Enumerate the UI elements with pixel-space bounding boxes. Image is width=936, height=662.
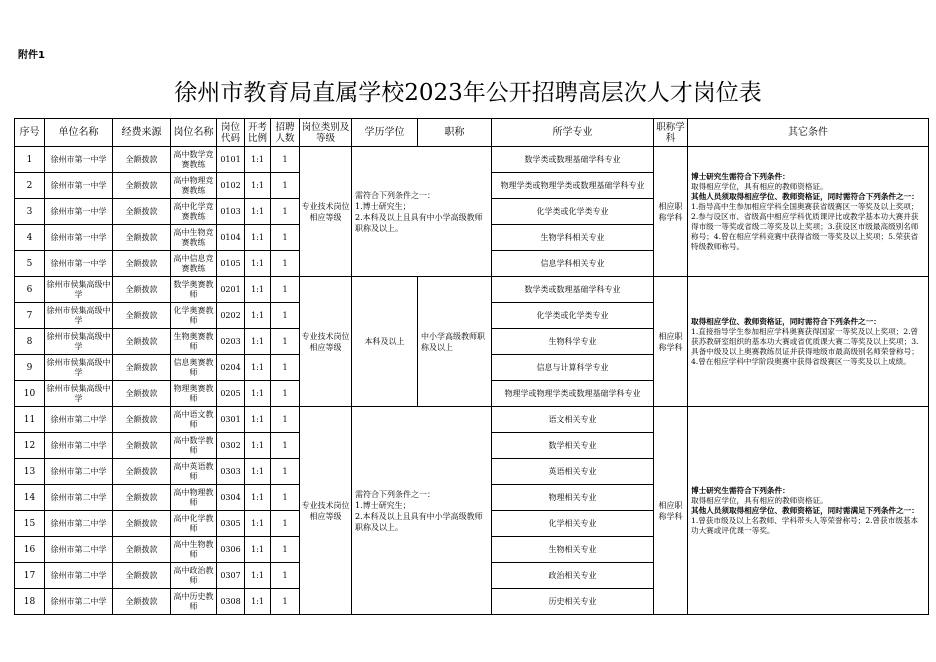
row-code: 0101 xyxy=(217,147,245,173)
row-unit: 徐州市第二中学 xyxy=(45,537,113,563)
row-code: 0301 xyxy=(217,407,245,433)
row-code: 0103 xyxy=(217,199,245,225)
row-major: 生物相关专业 xyxy=(492,537,654,563)
row-fund: 全额拨款 xyxy=(113,225,171,251)
row-unit: 徐州市侯集高级中学 xyxy=(45,355,113,381)
row-unit: 徐州市侯集高级中学 xyxy=(45,381,113,407)
row-fund: 全额拨款 xyxy=(113,485,171,511)
row-unit: 徐州市侯集高级中学 xyxy=(45,277,113,303)
row-post: 高中数学竞赛教练 xyxy=(171,147,217,173)
row-num: 1 xyxy=(271,433,300,459)
row-num: 1 xyxy=(271,459,300,485)
row-major: 数学相关专业 xyxy=(492,433,654,459)
row-post: 高中物理教师 xyxy=(171,485,217,511)
column-header: 招聘人数 xyxy=(271,119,300,147)
row-code: 0202 xyxy=(217,303,245,329)
row-fund: 全额拨款 xyxy=(113,433,171,459)
row-code: 0302 xyxy=(217,433,245,459)
row-seq: 7 xyxy=(15,303,45,329)
row-num: 1 xyxy=(271,381,300,407)
row-ratio: 1:1 xyxy=(245,329,271,355)
row-num: 1 xyxy=(271,225,300,251)
group-other-conditions: 博士研究生需符合下列条件： 取得相应学位，具有相应的教师资格证。 其他人员须取得相应学位、教师资格证，同时需满足下列条件之一： 1.曾获市级及以上名教师、学科带头人等荣誉称号；2.曾获市级基本功大赛或评优课一等奖。 xyxy=(688,407,929,615)
row-post: 高中生物竞赛教练 xyxy=(171,225,217,251)
row-unit: 徐州市第二中学 xyxy=(45,485,113,511)
row-seq: 16 xyxy=(15,537,45,563)
row-seq: 9 xyxy=(15,355,45,381)
row-ratio: 1:1 xyxy=(245,251,271,277)
row-major: 语文相关专业 xyxy=(492,407,654,433)
row-ratio: 1:1 xyxy=(245,355,271,381)
row-fund: 全额拨款 xyxy=(113,511,171,537)
row-code: 0201 xyxy=(217,277,245,303)
group-category: 专业技术岗位相应等级 xyxy=(300,407,352,615)
group-title-req: 中小学高级教师职称及以上 xyxy=(418,277,492,407)
row-unit: 徐州市第二中学 xyxy=(45,589,113,615)
row-ratio: 1:1 xyxy=(245,589,271,615)
row-code: 0205 xyxy=(217,381,245,407)
row-fund: 全额拨款 xyxy=(113,589,171,615)
row-post: 高中数学教师 xyxy=(171,433,217,459)
row-post: 高中历史教师 xyxy=(171,589,217,615)
row-seq: 8 xyxy=(15,329,45,355)
row-ratio: 1:1 xyxy=(245,485,271,511)
row-ratio: 1:1 xyxy=(245,173,271,199)
row-ratio: 1:1 xyxy=(245,147,271,173)
row-fund: 全额拨款 xyxy=(113,381,171,407)
row-unit: 徐州市第二中学 xyxy=(45,407,113,433)
column-header: 其它条件 xyxy=(688,119,929,147)
row-post: 高中语文教师 xyxy=(171,407,217,433)
row-unit: 徐州市第二中学 xyxy=(45,433,113,459)
row-major: 物理学或物理学类或数理基础学科专业 xyxy=(492,381,654,407)
row-fund: 全额拨款 xyxy=(113,173,171,199)
row-code: 0307 xyxy=(217,563,245,589)
row-ratio: 1:1 xyxy=(245,563,271,589)
row-post: 高中化学竞赛教练 xyxy=(171,199,217,225)
page-title: 徐州市教育局直属学校2023年公开招聘高层次人才岗位表 xyxy=(174,80,762,106)
row-num: 1 xyxy=(271,173,300,199)
row-major: 物理相关专业 xyxy=(492,485,654,511)
row-code: 0306 xyxy=(217,537,245,563)
row-num: 1 xyxy=(271,589,300,615)
row-unit: 徐州市侯集高级中学 xyxy=(45,303,113,329)
row-seq: 10 xyxy=(15,381,45,407)
row-major: 历史相关专业 xyxy=(492,589,654,615)
row-major: 物理学类或物理学类或数理基础学科专业 xyxy=(492,173,654,199)
table-row xyxy=(15,407,929,433)
group-subject: 相应职称学科 xyxy=(654,147,688,277)
column-header: 职称学科 xyxy=(654,119,688,147)
row-major: 信息学科相关专业 xyxy=(492,251,654,277)
row-post: 物理奥赛教师 xyxy=(171,381,217,407)
group-subject: 相应职称学科 xyxy=(654,277,688,407)
row-num: 1 xyxy=(271,485,300,511)
row-seq: 12 xyxy=(15,433,45,459)
row-major: 化学类或化学类专业 xyxy=(492,303,654,329)
row-num: 1 xyxy=(271,407,300,433)
row-ratio: 1:1 xyxy=(245,537,271,563)
column-header: 经费来源 xyxy=(113,119,171,147)
row-fund: 全额拨款 xyxy=(113,407,171,433)
row-fund: 全额拨款 xyxy=(113,459,171,485)
group-education: 需符合下列条件之一： 1.博士研究生； 2.本科及以上且具有中小学高级教师职称及以上。 xyxy=(352,407,492,615)
row-post: 化学奥赛教师 xyxy=(171,303,217,329)
row-post: 高中英语教师 xyxy=(171,459,217,485)
row-post: 高中政治教师 xyxy=(171,563,217,589)
row-post: 生物奥赛教师 xyxy=(171,329,217,355)
row-major: 政治相关专业 xyxy=(492,563,654,589)
row-ratio: 1:1 xyxy=(245,511,271,537)
row-num: 1 xyxy=(271,303,300,329)
row-code: 0308 xyxy=(217,589,245,615)
row-num: 1 xyxy=(271,563,300,589)
row-unit: 徐州市第一中学 xyxy=(45,173,113,199)
row-code: 0204 xyxy=(217,355,245,381)
row-unit: 徐州市第一中学 xyxy=(45,225,113,251)
group-other-conditions: 取得相应学位、教师资格证，同时需符合下列条件之一： 1.直接指导学生参加相应学科奥赛获得国家一等奖及以上奖项；2.曾获苏教研室组织的基本功大赛或省优质课大赛二等奖及以上奖项；3.具备中级及以上奥赛教练员证并获得地级市最高级别名师荣誉称号；4.曾在相应学科中学阶段奥赛中获得省级赛区一等奖及以上成绩。 xyxy=(688,277,929,407)
row-seq: 15 xyxy=(15,511,45,537)
row-ratio: 1:1 xyxy=(245,433,271,459)
row-post: 高中信息竞赛教练 xyxy=(171,251,217,277)
row-unit: 徐州市第二中学 xyxy=(45,511,113,537)
row-post: 信息奥赛教师 xyxy=(171,355,217,381)
row-fund: 全额拨款 xyxy=(113,147,171,173)
row-num: 1 xyxy=(271,251,300,277)
row-code: 0304 xyxy=(217,485,245,511)
row-code: 0203 xyxy=(217,329,245,355)
row-major: 化学类或化学类专业 xyxy=(492,199,654,225)
row-code: 0303 xyxy=(217,459,245,485)
column-header: 单位名称 xyxy=(45,119,113,147)
row-ratio: 1:1 xyxy=(245,303,271,329)
row-post: 高中生物教师 xyxy=(171,537,217,563)
row-num: 1 xyxy=(271,199,300,225)
row-ratio: 1:1 xyxy=(245,459,271,485)
column-header: 序号 xyxy=(15,119,45,147)
group-category: 专业技术岗位相应等级 xyxy=(300,147,352,277)
row-major: 数学类或数理基础学科专业 xyxy=(492,147,654,173)
row-fund: 全额拨款 xyxy=(113,303,171,329)
row-num: 1 xyxy=(271,329,300,355)
row-major: 化学相关专业 xyxy=(492,511,654,537)
row-post: 数学奥赛教师 xyxy=(171,277,217,303)
row-num: 1 xyxy=(271,537,300,563)
row-unit: 徐州市第一中学 xyxy=(45,251,113,277)
row-major: 信息与计算科学专业 xyxy=(492,355,654,381)
row-num: 1 xyxy=(271,147,300,173)
header-row xyxy=(15,119,929,147)
row-seq: 5 xyxy=(15,251,45,277)
row-num: 1 xyxy=(271,277,300,303)
row-fund: 全额拨款 xyxy=(113,277,171,303)
row-ratio: 1:1 xyxy=(245,407,271,433)
row-post: 高中物理竞赛教练 xyxy=(171,173,217,199)
row-fund: 全额拨款 xyxy=(113,251,171,277)
group-other-conditions: 博士研究生需符合下列条件： 取得相应学位，具有相应的教师资格证。 其他人员须取得相应学位、教师资格证，同时需符合下列条件之一： 1.指导高中生参加相应学科全国奥赛获省级赛区一等奖及以上奖项；2.参与设区市、省级高中相应学科优质课评比或教学基本功大赛并获得市级一等奖或省级二等奖及以上奖项；3.获设区市级最高级别名师称号；4.曾在相应学科竞赛中获得省级一等奖及以上奖项；5.荣获省特级教师称号。 xyxy=(688,147,929,277)
row-seq: 2 xyxy=(15,173,45,199)
column-header: 所学专业 xyxy=(492,119,654,147)
row-num: 1 xyxy=(271,511,300,537)
row-unit: 徐州市侯集高级中学 xyxy=(45,329,113,355)
row-post: 高中化学教师 xyxy=(171,511,217,537)
column-header: 开考比例 xyxy=(245,119,271,147)
row-seq: 14 xyxy=(15,485,45,511)
row-ratio: 1:1 xyxy=(245,199,271,225)
row-seq: 3 xyxy=(15,199,45,225)
attachment-label: 附件1 xyxy=(18,50,45,61)
row-fund: 全额拨款 xyxy=(113,329,171,355)
row-code: 0104 xyxy=(217,225,245,251)
row-num: 1 xyxy=(271,355,300,381)
row-unit: 徐州市第一中学 xyxy=(45,199,113,225)
row-code: 0305 xyxy=(217,511,245,537)
column-header: 岗位代码 xyxy=(217,119,245,147)
row-major: 英语相关专业 xyxy=(492,459,654,485)
row-seq: 6 xyxy=(15,277,45,303)
group-education: 需符合下列条件之一： 1.博士研究生； 2.本科及以上且具有中小学高级教师职称及以上。 xyxy=(352,147,492,277)
group-category: 专业技术岗位相应等级 xyxy=(300,277,352,407)
row-fund: 全额拨款 xyxy=(113,563,171,589)
row-code: 0105 xyxy=(217,251,245,277)
row-ratio: 1:1 xyxy=(245,225,271,251)
row-seq: 4 xyxy=(15,225,45,251)
recruitment-table xyxy=(14,118,929,615)
row-ratio: 1:1 xyxy=(245,381,271,407)
row-seq: 1 xyxy=(15,147,45,173)
column-header: 职称 xyxy=(418,119,492,147)
table-row xyxy=(15,277,929,303)
row-fund: 全额拨款 xyxy=(113,199,171,225)
row-unit: 徐州市第二中学 xyxy=(45,563,113,589)
row-seq: 11 xyxy=(15,407,45,433)
group-education: 本科及以上 xyxy=(352,277,418,407)
column-header: 岗位类别及等级 xyxy=(300,119,352,147)
column-header: 学历学位 xyxy=(352,119,418,147)
row-major: 生物学科相关专业 xyxy=(492,225,654,251)
row-seq: 13 xyxy=(15,459,45,485)
table-row xyxy=(15,147,929,173)
row-ratio: 1:1 xyxy=(245,277,271,303)
row-unit: 徐州市第一中学 xyxy=(45,147,113,173)
column-header: 岗位名称 xyxy=(171,119,217,147)
row-fund: 全额拨款 xyxy=(113,537,171,563)
row-major: 生物科学专业 xyxy=(492,329,654,355)
row-seq: 18 xyxy=(15,589,45,615)
row-code: 0102 xyxy=(217,173,245,199)
row-seq: 17 xyxy=(15,563,45,589)
row-major: 数学类或数理基础学科专业 xyxy=(492,277,654,303)
group-subject: 相应职称学科 xyxy=(654,407,688,615)
row-unit: 徐州市第二中学 xyxy=(45,459,113,485)
row-fund: 全额拨款 xyxy=(113,355,171,381)
